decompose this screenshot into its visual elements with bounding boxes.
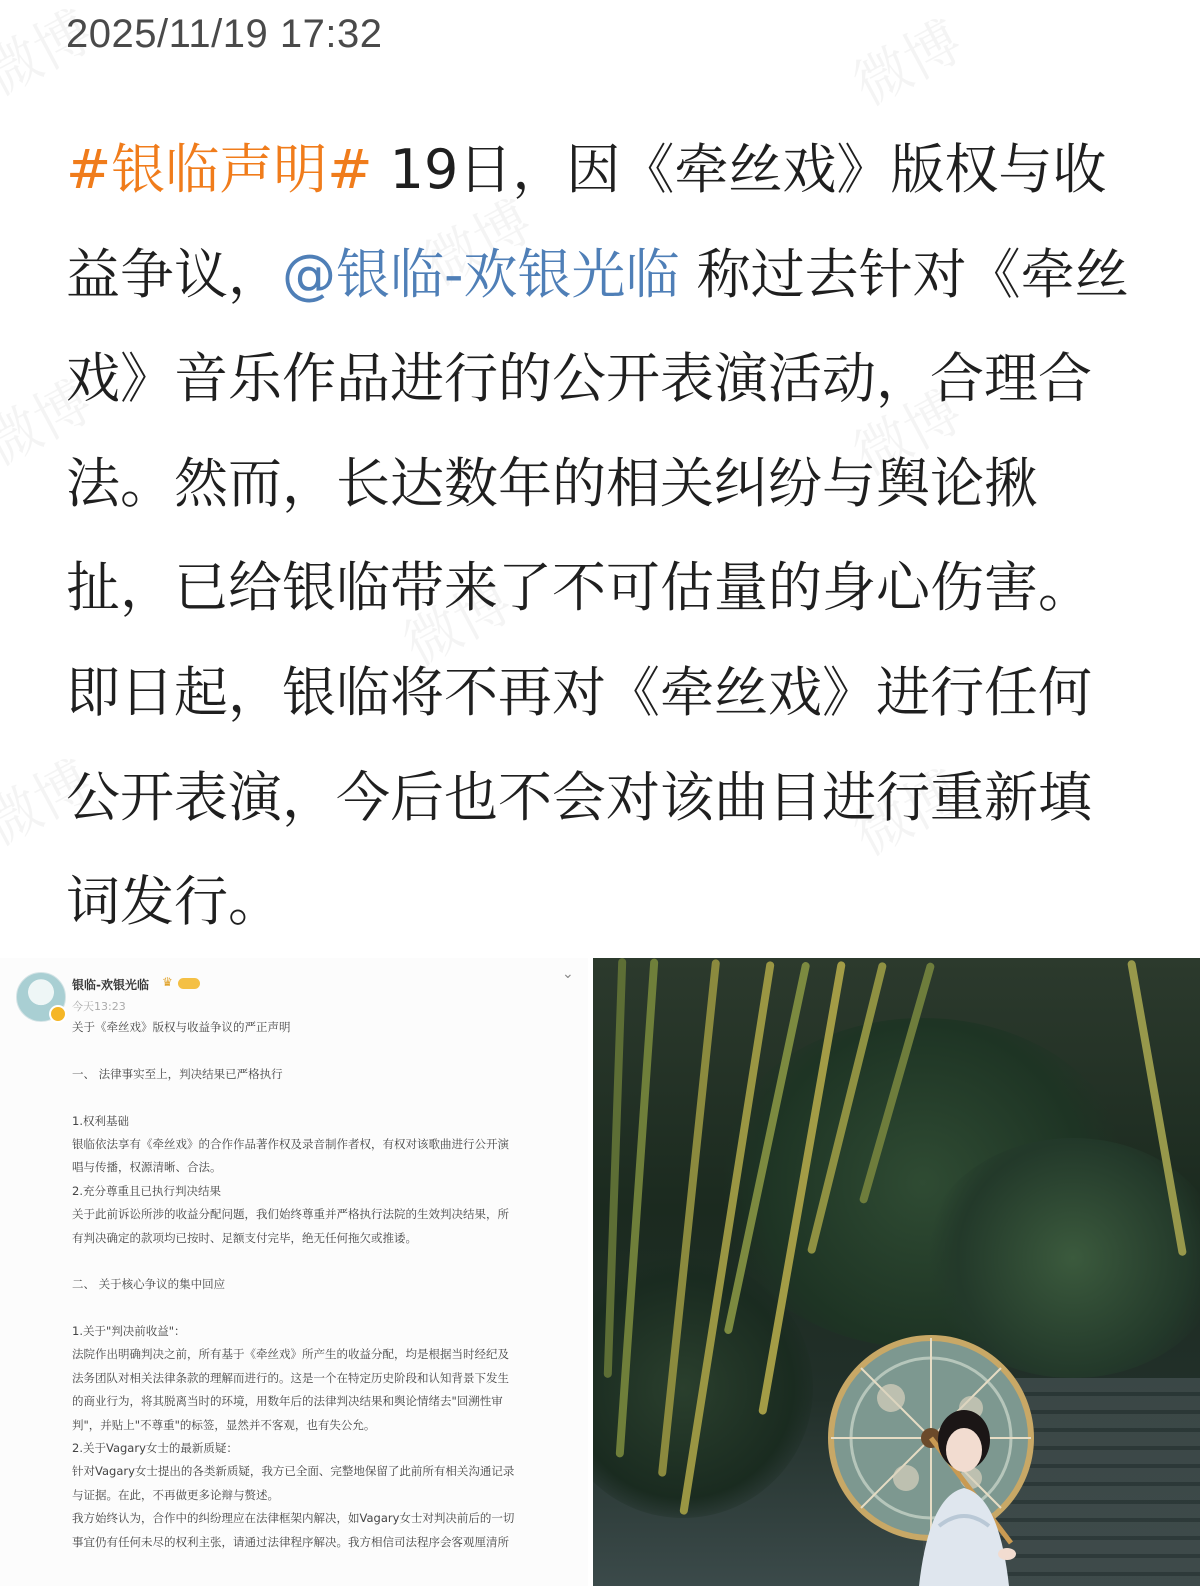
statement-line: [72, 1297, 572, 1320]
woman-figure: [909, 1406, 1019, 1586]
post-text-segment: 称过去针对《牵丝戏》音乐作品进行的公开表演活动，合理合法。然而，长达数年的相关纠纷与舆论揪扯，已给银临带来了不可估量的身心伤害。即日起，银临将不再对《牵丝戏》进行任何公开表演，今后也不会对该曲目进行重新填词发行。: [66, 242, 1129, 934]
statement-line: 1.权利基础: [72, 1113, 129, 1128]
statement-line: [72, 1039, 572, 1062]
chevron-down-icon: ⌄: [562, 966, 574, 982]
statement-time: 今天13:23: [72, 1000, 126, 1013]
hashtag-link[interactable]: #银临声明#: [66, 138, 373, 201]
statement-line: 法务团队对相关法律条款的理解而进行的。这是一个在特定历史阶段和认知背景下发生: [72, 1370, 509, 1385]
post-text: [66, 118, 1136, 955]
crown-icon: ♛: [162, 975, 173, 989]
post-text-segment: 19日，因《牵丝戏》版权与收益争议，: [66, 138, 1107, 306]
statement-line: 法院作出明确判决之前，所有基于《牵丝戏》所产生的收益分配，均是根据当时经纪及: [72, 1347, 509, 1362]
statement-line: 唱与传播，权源清晰、合法。: [72, 1160, 222, 1175]
statement-line: 判"，并贴上"不尊重"的标签，显然并不客观，也有失公允。: [72, 1417, 376, 1432]
statement-line: 银临依法享有《牵丝戏》的合作作品著作权及录音制作者权，有权对该歌曲进行公开演: [72, 1136, 509, 1151]
statement-line: 关于《牵丝戏》版权与收益争议的严正声明: [72, 1020, 291, 1034]
statement-author-name: 银临-欢银光临: [72, 978, 149, 992]
photo-woman-with-parasol[interactable]: [593, 958, 1200, 1586]
post-media: [0, 958, 1200, 1586]
statement-line: 针对Vagary女士提出的各类新质疑，我方已全面、完整地保留了此前所有相关沟通记录: [72, 1464, 515, 1479]
statement-body: [72, 1016, 572, 1554]
avatar: [16, 972, 66, 1022]
statement-line: [72, 1250, 572, 1273]
statement-line: 二、 关于核心争议的集中回应: [72, 1277, 226, 1292]
level-badge: [178, 978, 200, 989]
post-timestamp: 2025/11/19 17:32: [66, 12, 383, 56]
statement-line: 的商业行为，将其脱离当时的环境，用数年后的法律判决结果和舆论情绪去"回溯性审: [72, 1394, 503, 1409]
statement-screenshot[interactable]: [0, 958, 588, 1586]
statement-line: 2.关于Vagary女士的最新质疑：: [72, 1441, 238, 1456]
statement-line: 2.充分尊重且已执行判决结果: [72, 1183, 221, 1198]
watermark: [838, 0, 974, 122]
statement-line: [72, 1086, 572, 1109]
statement-line: 有判决确定的款项均已按时、足额支付完毕，绝无任何拖欠或推诿。: [72, 1230, 417, 1245]
statement-line: 事宜仍有任何未尽的权利主张，请通过法律程序解决。我方相信司法程序会客观厘清所: [72, 1534, 509, 1549]
mention-link[interactable]: @银临-欢银光临: [282, 242, 680, 306]
statement-line: 与证据。在此，不再做更多论辩与赘述。: [72, 1487, 279, 1502]
statement-line: 一、 法律事实至上，判决结果已严格执行: [72, 1066, 283, 1081]
statement-line: 我方始终认为，合作中的纠纷理应在法律框架内解决，如Vagary女士对判决前后的一切: [72, 1511, 515, 1526]
statement-line: 1.关于"判决前收益"：: [72, 1324, 186, 1339]
statement-line: 关于此前诉讼所涉的收益分配问题，我们始终尊重并严格执行法院的生效判决结果，所: [72, 1207, 509, 1222]
